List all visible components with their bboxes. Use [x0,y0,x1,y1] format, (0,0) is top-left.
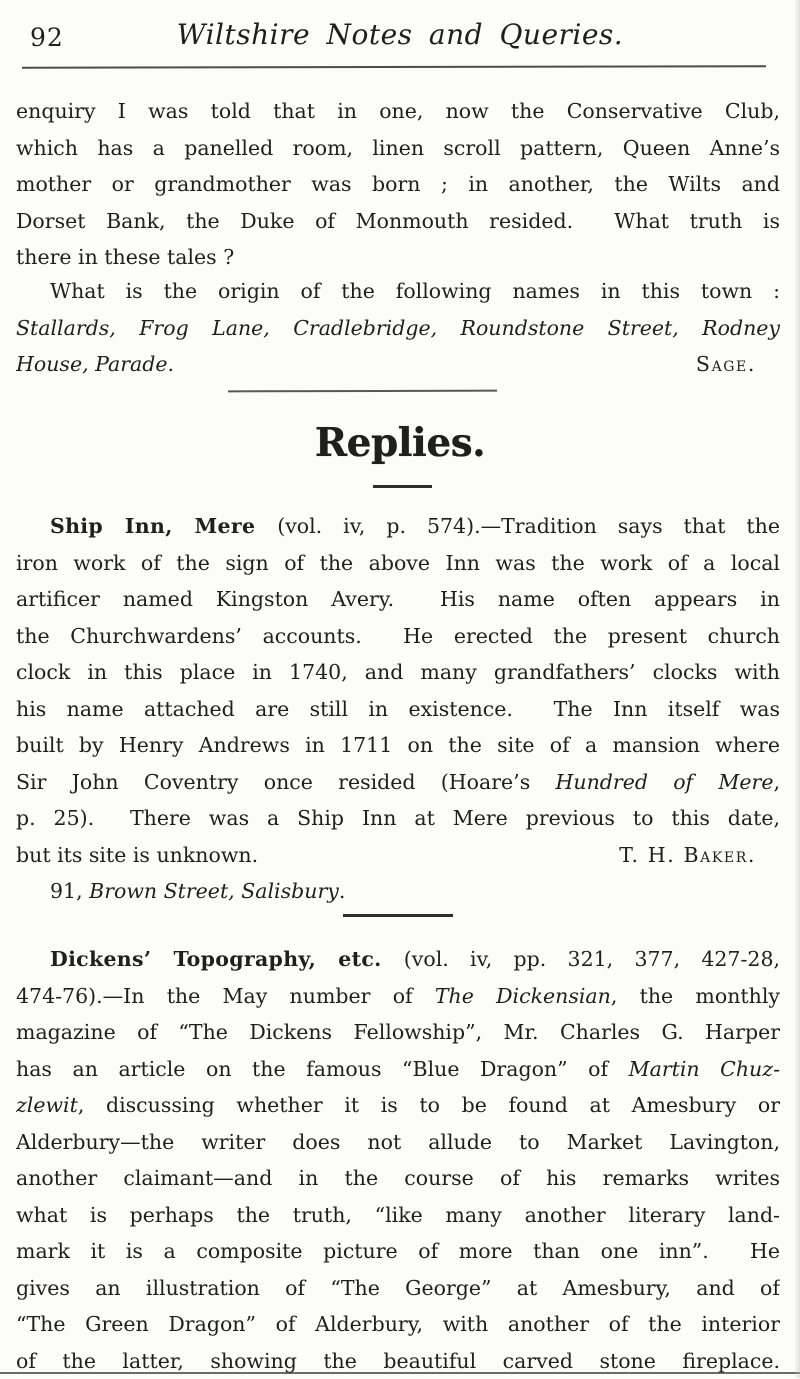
replies-heading: Replies. [0,420,800,466]
line-text [50,947,780,971]
line-text [16,1166,780,1190]
text-line [16,93,780,130]
page-number: 92 [30,23,64,52]
text-line [16,130,780,167]
text-segment: there in these tales ? [16,245,234,269]
line-text [16,1130,780,1154]
text-line [16,203,780,240]
line-text [16,1093,780,1117]
line-text [16,245,234,269]
text-line [16,941,780,978]
text-segment: The Dickensian [435,984,611,1008]
text-segment: gives an illustration of “The George” at Amesbury, and of [16,1276,780,1300]
text-segment: House, Parade. [16,352,174,376]
line-text [50,514,780,538]
text-line [16,545,780,582]
line-text [16,172,780,196]
text-segment: zlewit [16,1093,78,1117]
text-segment: , discussing whether it is to be found at Amesbury or [78,1093,780,1117]
line-text [16,837,258,874]
line-text [16,1239,780,1263]
text-segment: Stallards, Frog Lane, Cradlebridge, Roundstone Street, Rodney [16,316,780,340]
text-line [16,346,780,383]
text-segment: his name attached are still in existence. The Inn itself was [16,697,780,721]
text-line [16,1160,780,1197]
text-segment: the Churchwardens’ accounts. He erected the present church [16,624,780,648]
text-segment: 474-76).—In the May number of [16,984,435,1008]
text-line [16,837,780,874]
line-text [16,1276,780,1300]
text-line [16,1087,780,1124]
header-rule [22,65,766,69]
line-text [16,697,780,721]
text-segment: mother or grandmother was born ; in another, the Wilts and [16,172,780,196]
text-segment: mark it is a composite picture of more than one inn”. He [16,1239,780,1263]
text-segment: What is the origin of the following names in this town : [50,279,780,303]
divider-after-queries [228,390,497,393]
query-continuation-paragraph [16,93,780,276]
text-line [16,239,780,276]
line-text [16,984,780,1008]
text-line [16,310,780,347]
line-text [16,346,174,383]
text-line [16,764,780,801]
text-segment: what is perhaps the truth, “like many another literary land- [16,1203,780,1227]
text-segment: magazine of “The Dickens Fellowship”, Mr. Charles G. Harper [16,1020,780,1044]
text-segment: . [339,879,346,903]
text-line [16,166,780,203]
text-segment: Alderbury—the writer does not allude to Market Lavington, [16,1130,780,1154]
text-line [16,800,780,837]
text-line [16,1233,780,1270]
text-line [16,273,780,310]
text-line [16,1306,780,1343]
line-text [16,99,780,123]
line-text [16,136,780,160]
text-segment: , the monthly [611,984,780,1008]
line-text [50,279,780,303]
text-line [16,873,780,910]
entry-title: Ship Inn, Mere [50,514,277,538]
page-header [0,16,800,62]
text-segment: of the latter, showing the beautiful carved stone fireplace. [16,1349,780,1373]
line-text [16,733,780,757]
line-text [16,1020,780,1044]
text-segment: p. 25). There was a Ship Inn at Mere previous to this date, [16,806,780,830]
text-segment: , [773,770,780,794]
page-bottom-edge [0,1372,800,1374]
line-text [16,624,780,648]
line-text [16,770,780,794]
line-text [50,879,345,903]
text-segment: 91, [50,879,89,903]
text-segment: clock in this place in 1740, and many grandfathers’ clocks with [16,660,780,684]
text-segment: but its site is unknown. [16,843,258,867]
text-line [16,654,780,691]
query-names-paragraph [16,273,780,383]
contributor-signature: T. H. Baker. [619,837,780,874]
line-text [16,660,780,684]
reply-dickens-topography [16,941,780,1379]
text-segment: “The Green Dragon” of Alderbury, with another of the interior [16,1312,780,1336]
text-segment: enquiry I was told that in one, now the Conservative Club, [16,99,780,123]
text-line [16,1197,780,1234]
replies-underline [373,485,432,488]
text-line [16,1051,780,1088]
text-line [16,581,780,618]
text-segment: artificer named Kingston Avery. His name often appears in [16,587,780,611]
divider-before-dickens [343,914,453,917]
journal-title: Wiltshire Notes and Queries. [0,18,800,51]
text-segment: has an article on the famous “Blue Dragon” of [16,1057,629,1081]
text-segment: Sir John Coventry once resided (Hoare’s [16,770,555,794]
text-segment: built by Henry Andrews in 1711 on the site of a mansion where [16,733,780,757]
line-text [16,1312,780,1336]
line-text [16,1057,780,1081]
text-segment: Dorset Bank, the Duke of Monmouth resided. What truth is [16,209,780,233]
text-line [16,691,780,728]
text-segment: iron work of the sign of the above Inn was the work of a local [16,551,780,575]
line-text [16,551,780,575]
text-line [16,618,780,655]
text-segment: another claimant—and in the course of his remarks writes [16,1166,780,1190]
line-text [16,1349,780,1373]
text-line [16,508,780,545]
text-line [16,1270,780,1307]
text-line [16,727,780,764]
text-segment: (vol. iv, p. 574).—Tradition says that the [277,514,780,538]
line-text [16,1203,780,1227]
line-text [16,806,780,830]
text-segment: Brown Street, Salisbury [89,879,339,903]
text-line [16,978,780,1015]
reply-ship-inn [16,508,780,910]
text-line [16,1124,780,1161]
entry-title: Dickens’ Topography, etc. [50,947,404,971]
contributor-signature: Sage. [696,346,780,383]
text-segment: Hundred of Mere [555,770,773,794]
line-text [16,316,780,340]
text-line [16,1014,780,1051]
text-segment: (vol. iv, pp. 321, 377, 427-28, [404,947,780,971]
text-segment: Martin Chuz- [629,1057,780,1081]
line-text [16,209,780,233]
text-segment: which has a panelled room, linen scroll pattern, Queen Anne’s [16,136,780,160]
line-text [16,587,780,611]
